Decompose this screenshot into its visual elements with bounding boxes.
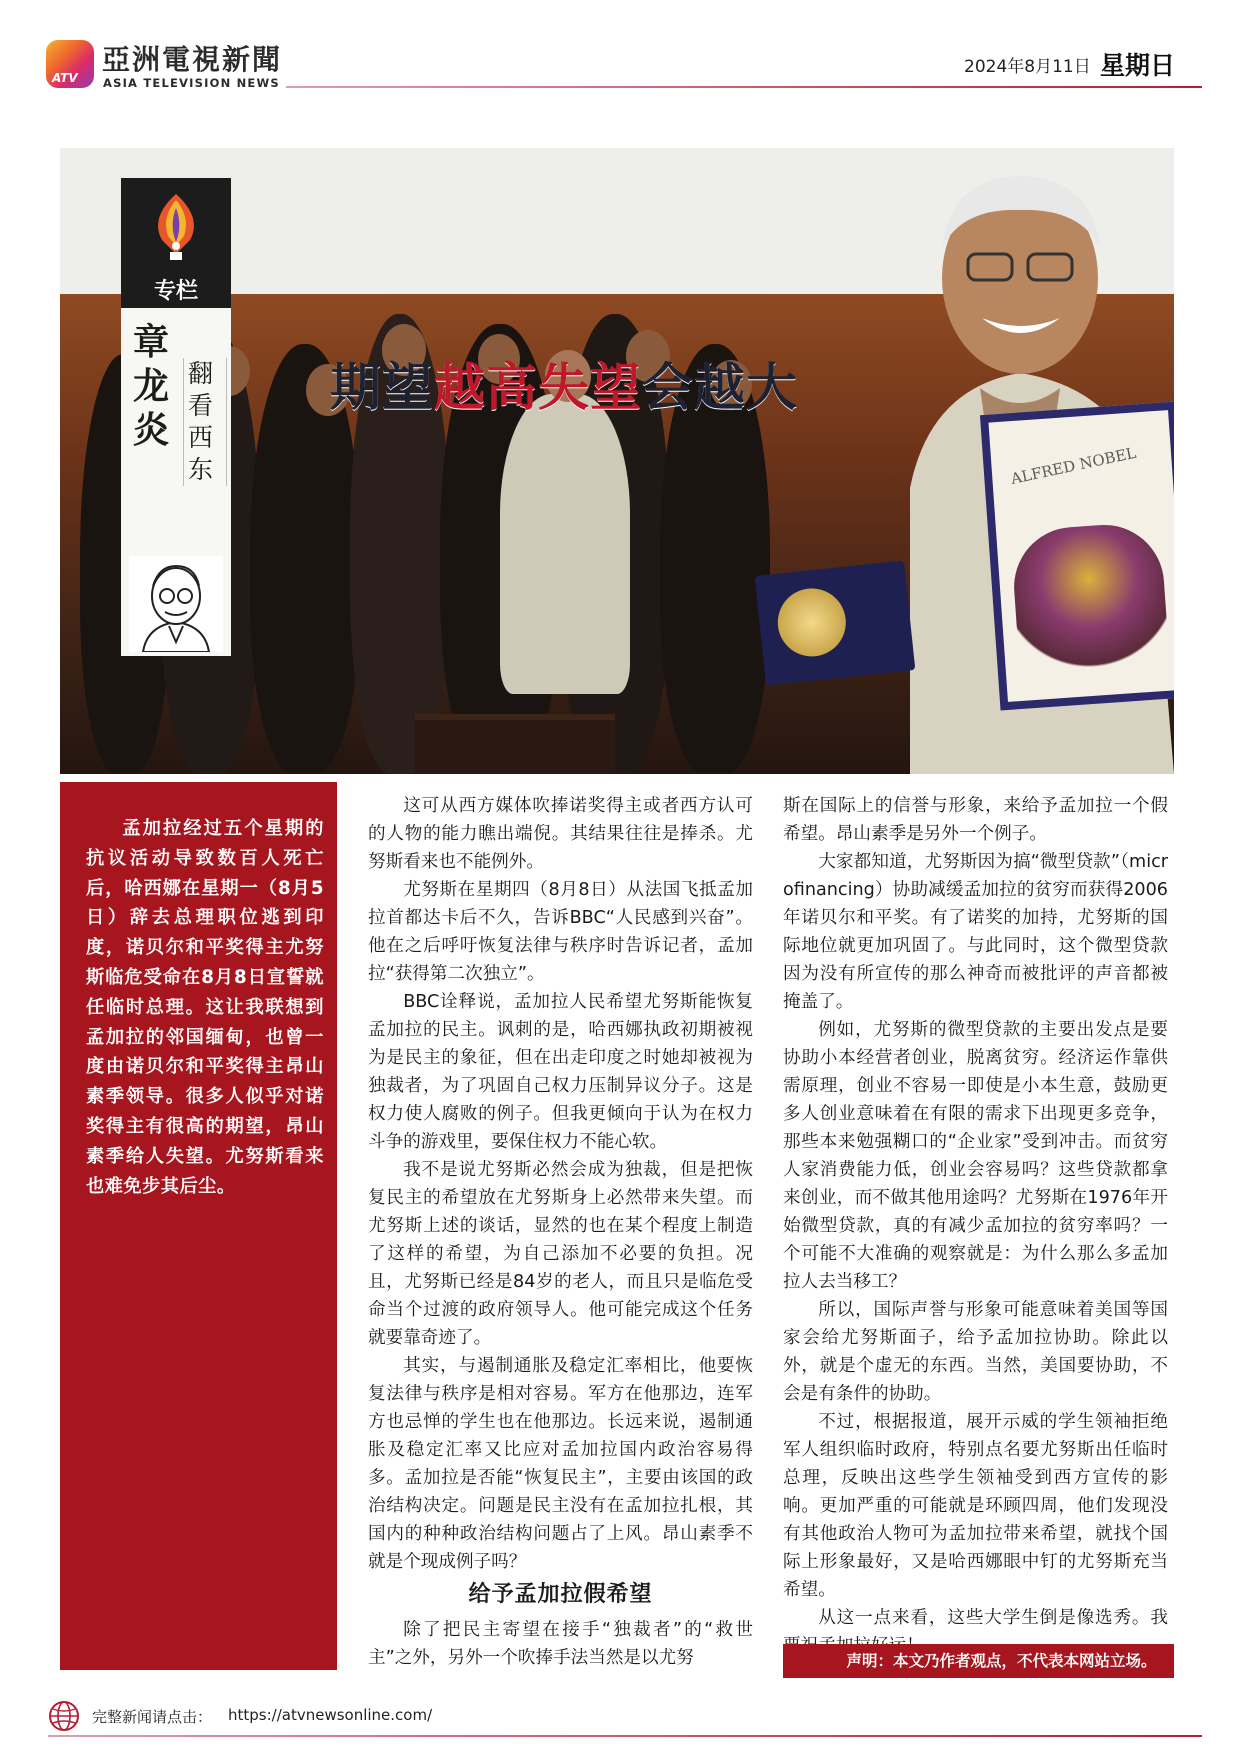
paragraph: 大家都知道，尤努斯因为搞“微型贷款”（microfinancing）协助减缓孟加拉的贫穷而获得2006年诺贝尔和平奖。有了诺奖的加持，尤努斯的国际地位就更加巩固了。与此同时，这个微型贷款因为没有所宣传的那么神奇而被批评的声音都被掩盖了。 — [783, 852, 1168, 1012]
column-tag — [121, 178, 231, 656]
headline-part-3: 失望 — [538, 359, 643, 418]
author-avatar — [129, 556, 223, 652]
disclaimer-banner — [783, 1644, 1174, 1678]
paragraph: 我不是说尤努斯必然会成为独裁，但是把恢复民主的希望放在尤努斯身上必然带来失望。而尤努斯上述的谈话，显然的也在某个程度上制造了这样的希望，为自己添加不必要的负担。况且，尤努斯已经是84岁的老人，而且只是临危受命当个过渡的政府领导人。他可能完成这个任务就要靠奇迹了。 — [368, 1160, 753, 1348]
footer-divider — [48, 1735, 1202, 1737]
column-label: 专栏 — [153, 279, 198, 304]
nobel-medal-case — [755, 560, 916, 685]
podium — [415, 714, 615, 774]
section-subheading: 给予孟加拉假希望 — [468, 1582, 653, 1607]
summary-text: 孟加拉经过五个星期的抗议活动导致数百人死亡后，哈西娜在星期一（8月5日）辞去总理职位逃到印度，诺贝尔和平奖得主尤努斯临危受命在8月8日宣誓就任临时总理。这让我联想到孟加拉的邻国缅甸，也曾一度由诺贝尔和平奖得主昂山素季领导。很多人似乎对诺奖得主有很高的期望，昂山素季给人失望。尤努斯看来也难免步其后尘。 — [86, 818, 324, 1197]
publish-date: 2024年8月11日 — [964, 57, 1091, 77]
paragraph-continuation: 斯在国际上的信誉与形象，来给予孟加拉一个假希望。昂山素季是另外一个例子。 — [783, 796, 1168, 844]
summary-sidebar — [60, 782, 337, 1670]
paragraph: 从这一点来看，这些大学生倒是像选秀。我 — [818, 1608, 1168, 1628]
headline-part-4: 会越大 — [642, 359, 799, 418]
nobel-medal-icon — [774, 585, 849, 660]
paragraph: 所以，国际声誉与形象可能意味着美国等国家会给尤努斯面子，给予孟加拉协助。除此以外，就是个虚无的东西。当然，美国要协助，不会是有条件的协助。 — [783, 1300, 1168, 1404]
paragraph: BBC诠释说，孟加拉人民希望尤努斯能恢复孟加拉的民主。讽刺的是，哈西娜执政初期被视为是民主的象征，但在出走印度之时她却被视为独裁者，为了巩固自己权力压制异议分子。这是权力使人腐败的例子。但我更倾向于认为在权力斗争的游戏里，要保住权力不能心软。 — [368, 992, 753, 1152]
header-divider — [286, 86, 1202, 88]
logo-badge: ATV — [52, 71, 78, 85]
paragraph: 其实，与遏制通胀及稳定汇率相比，他要恢复法律与秩序是相对容易。军方在他那边，连军方也忌惮的学生也在他那边。长远来说，遏制通胀及稳定汇率又比应对孟加拉国内政治容易得多。孟加拉是否能“恢复民主”，主要由该国的政治结构决定。问题是民主没有在孟加拉扎根，其国内的种种政治结构问题占了上风。昂山素季不就是个现成例子吗？ — [368, 1356, 753, 1572]
article-column-right — [783, 792, 1168, 1660]
footer-news-link[interactable]: https://atvnewsonline.com/ — [228, 1706, 433, 1724]
fountain-pen-icon — [148, 192, 204, 262]
paragraph: 例如，尤努斯的微型贷款的主要出发点是要协助小本经营者创业，脱离贫穷。经济运作靠供需原理，创业不容易一即使是小本生意，鼓励更多人创业意味着在有限的需求下出现更多竞争，那些本来勉强糊口的“企业家”受到冲击。而贫穷人家消费能力低，创业会容易吗？这些贷款都拿来创业，而不做其他用途吗？尤努斯在1976年开始微型贷款，真的有减少孟加拉的贫穷率吗？一个可能不大准确的观察就是：为什么那么多孟加拉人去当移工？ — [783, 1020, 1168, 1292]
column-name: 翻看西东 — [183, 358, 227, 486]
paragraph: 这可从西方媒体吹捧诺奖得主或者西方认可的人物的能力瞧出端倪。其结果往往是捧杀。尤努斯看来也不能例外。 — [368, 796, 753, 872]
logo-title-cn: 亞洲電視新聞 — [102, 43, 283, 76]
footer-label: 完整新闻请点击： — [92, 1708, 213, 1726]
article-column-middle — [368, 792, 753, 1672]
paragraph: 尤努斯在星期四（8月8日）从法国飞抵孟加拉首都达卡后不久，告诉BBC“人民感到兴奋”。他在之后呼吁恢复法律与秩序时告诉记者，孟加拉“获得第二次独立”。 — [368, 880, 753, 984]
paragraph: 除了把民主寄望在接手“独裁者”的“救世主”之外，另外一个吹捧手法当然是以尤努 — [368, 1620, 753, 1668]
publish-weekday: 星期日 — [1100, 51, 1176, 80]
headline-part-2: 越高 — [434, 359, 539, 418]
headline — [330, 346, 798, 420]
headline-part-1: 期望 — [330, 359, 435, 418]
globe-news-icon — [48, 1700, 80, 1732]
author-box — [121, 308, 231, 656]
logo-title-en: ASIA TELEVISION NEWS — [103, 76, 280, 90]
author-name: 章龙炎 — [133, 321, 170, 451]
disclaimer-text: 声明：本文乃作者观点，不代表本网站立场。 — [846, 1652, 1157, 1670]
paragraph: 不过，根据报道，展开示威的学生领袖拒绝军人组织临时政府，特别点名要尤努斯出任临时总理，反映出这些学生领袖受到西方宣传的影响。更加严重的可能就是环顾四周，他们发现没有其他政治人物可为孟加拉带来希望，就找个国际上形象最好，又是哈西娜眼中钉的尤努斯充当希望。 — [783, 1412, 1168, 1600]
certificate-title: ALFRED NOBEL — [1009, 443, 1138, 488]
nobel-certificate — [980, 402, 1174, 711]
atv-logo-icon — [46, 40, 94, 88]
